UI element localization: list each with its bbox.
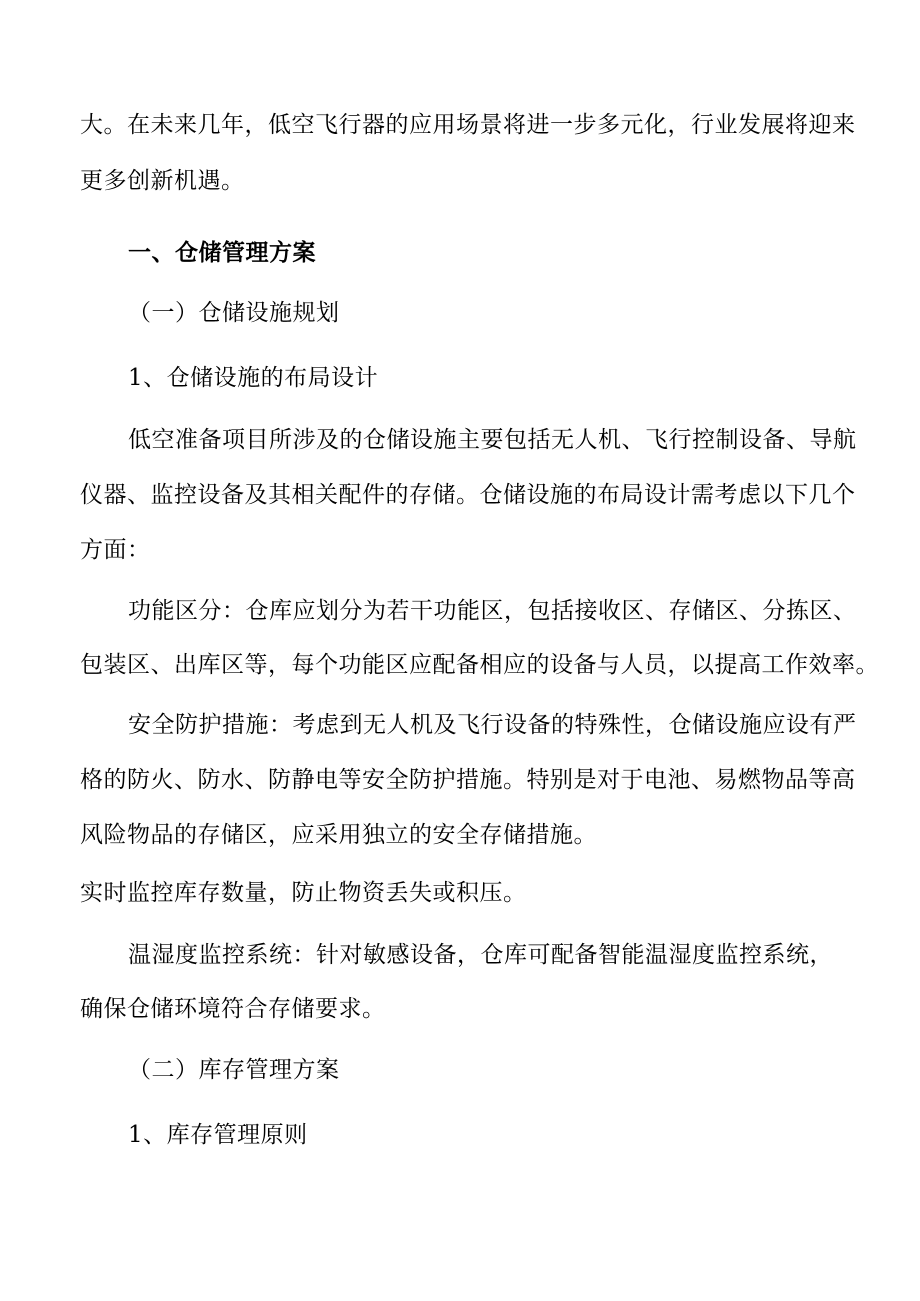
section-heading: 一、仓储管理方案 xyxy=(128,239,316,266)
paragraph-2-line-1: 功能区分：仓库应划分为若干功能区，包括接收区、存储区、分拣区、 xyxy=(128,598,857,624)
intro-text-line-2: 更多创新机遇。 xyxy=(80,168,245,194)
subsection-heading-1: （一）仓储设施规划 xyxy=(128,300,340,326)
paragraph-3-line-2: 格的防火、防水、防静电等安全防护措施。特别是对于电池、易燃物品等高 xyxy=(80,767,856,793)
paragraph-1-line-2: 仪器、监控设备及其相关配件的存储。仓储设施的布局设计需考虑以下几个 xyxy=(80,482,856,508)
item-heading-1: 1、仓储设施的布局设计 xyxy=(128,365,379,391)
paragraph-5-line-1: 温湿度监控系统：针对敏感设备，仓库可配备智能温湿度监控系统， xyxy=(128,942,833,968)
paragraph-2-line-2: 包装区、出库区等，每个功能区应配备相应的设备与人员，以提高工作效率。 xyxy=(80,652,879,678)
item-heading-2: 1、库存管理原则 xyxy=(128,1122,308,1148)
subsection-heading-2: （二）库存管理方案 xyxy=(128,1057,340,1083)
paragraph-1-line-1: 低空准备项目所涉及的仓储设施主要包括无人机、飞行控制设备、导航 xyxy=(128,427,857,453)
paragraph-4-line-1: 实时监控库存数量，防止物资丢失或积压。 xyxy=(80,880,527,906)
paragraph-1-line-3: 方面： xyxy=(80,537,151,563)
paragraph-3-line-1: 安全防护措施：考虑到无人机及飞行设备的特殊性，仓储设施应设有严 xyxy=(128,712,857,738)
paragraph-5-line-2: 确保仓储环境符合存储要求。 xyxy=(80,996,386,1022)
paragraph-3-line-3: 风险物品的存储区，应采用独立的安全存储措施。 xyxy=(80,822,597,848)
intro-text-line-1: 大。在未来几年，低空飞行器的应用场景将进一步多元化，行业发展将迎来 xyxy=(80,112,856,138)
